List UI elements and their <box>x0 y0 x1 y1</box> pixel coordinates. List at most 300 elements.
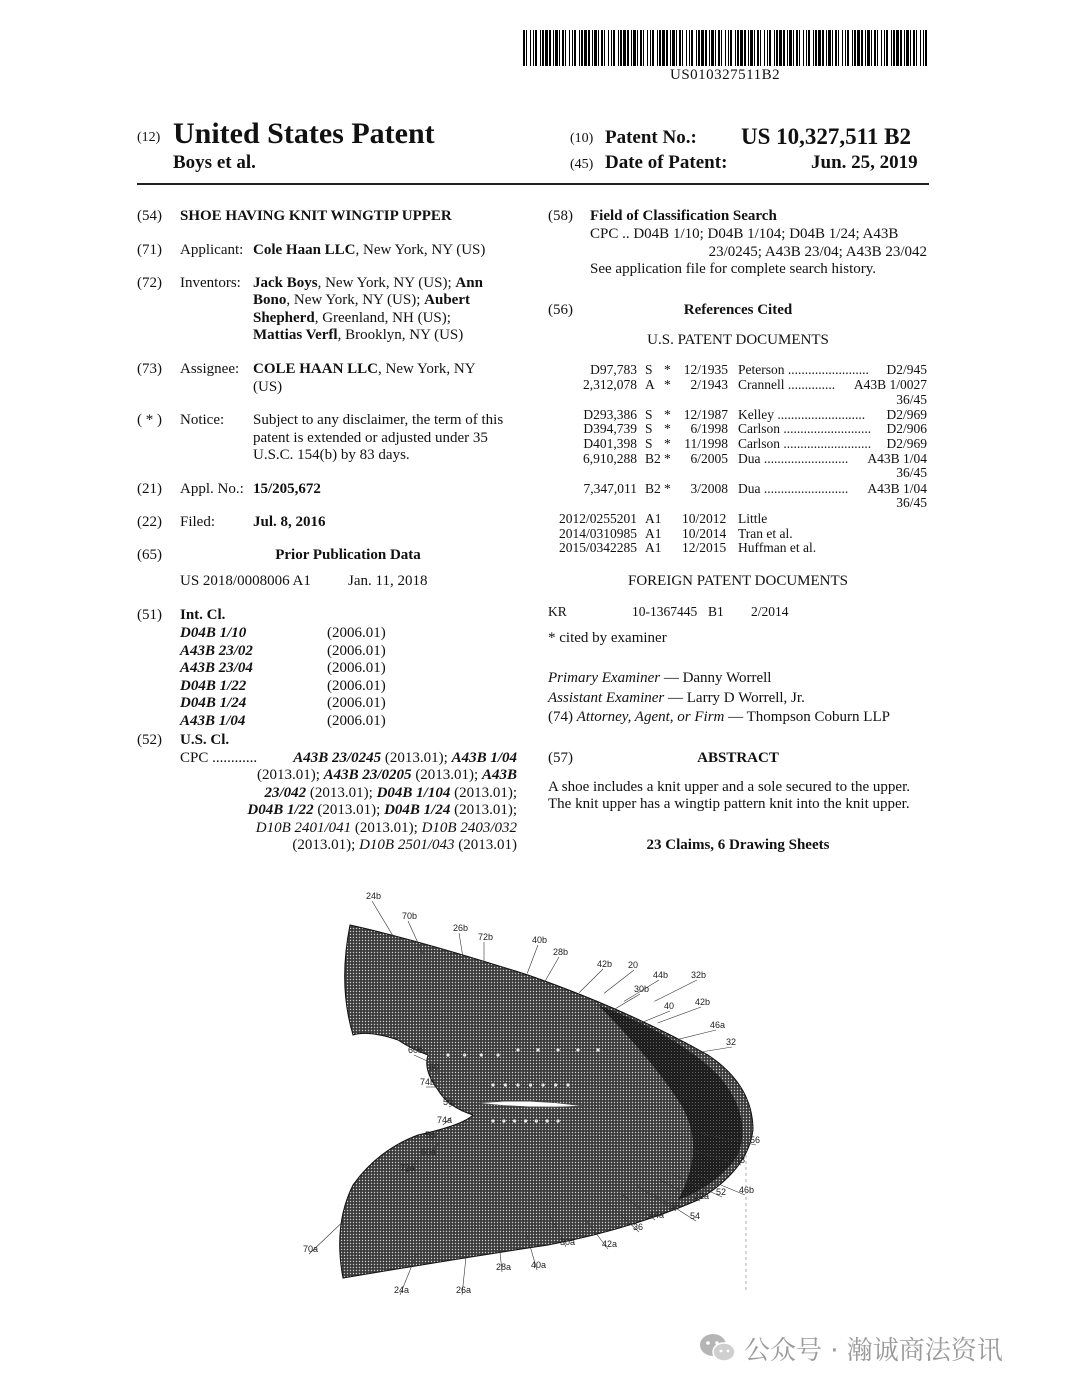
pub-name: Tran et al. <box>738 525 793 541</box>
figure-label: 38 <box>670 1201 681 1211</box>
cpc-line-2: (2013.01); A43B 23/0205 (2013.01); A43B <box>256 767 517 783</box>
code-45: (45) <box>570 157 594 172</box>
ref-date: 12/1987 <box>683 406 728 422</box>
figure-label: 28b <box>553 947 569 957</box>
barcode-bar <box>891 30 892 66</box>
barcode-bar <box>709 30 710 66</box>
leader-line <box>527 945 538 973</box>
ref-number: 6,910,288 <box>583 450 637 466</box>
int-cl-class: A43B 1/04 <box>180 712 246 729</box>
barcode-bar <box>657 30 658 66</box>
barcode-bar <box>643 30 644 66</box>
ref-star: * <box>664 450 671 466</box>
notice-line-2: patent is extended or adjusted under 35 <box>253 430 488 446</box>
barcode-bar <box>562 30 564 66</box>
eyelet-dot <box>541 1083 544 1086</box>
ref-date: 3/2008 <box>690 480 728 496</box>
figure-label: 56 <box>750 1135 761 1145</box>
assignee-line-2: (US) <box>253 379 283 395</box>
cited-by-examiner: * cited by examiner <box>548 630 667 646</box>
barcode-bar <box>832 30 833 66</box>
eyelet-dot <box>554 1083 557 1086</box>
eyelet-dot <box>504 1083 507 1086</box>
barcode-bar <box>553 30 554 66</box>
barcode-bar <box>696 30 697 66</box>
abstract-line-2: The knit upper has a wingtip pattern knit into the knit upper. <box>548 796 910 812</box>
barcode-bar <box>857 30 860 66</box>
ref-number: D97,783 <box>590 362 637 377</box>
barcode-bar <box>526 30 527 66</box>
barcode-bar <box>533 30 534 66</box>
cpc-line-3: 23/042 (2013.01); D04B 1/104 (2013.01); <box>264 785 517 801</box>
barcode-bar <box>874 30 876 66</box>
barcode-bar <box>842 30 843 66</box>
barcode-bar <box>691 30 693 66</box>
foreign-kind: B1 <box>708 604 724 619</box>
int-cl-class: A43B 23/02 <box>180 642 253 659</box>
field-search-line-3: See application file for complete search history. <box>590 261 877 277</box>
figure-label: 26b <box>453 923 469 933</box>
barcode-bar <box>535 30 537 66</box>
barcode-bar <box>847 30 849 66</box>
code-10: (10) <box>570 131 594 146</box>
barcode-bar <box>579 30 580 66</box>
figure-label: 44a <box>649 1210 665 1220</box>
barcode-bar <box>920 30 921 66</box>
ref-name: Carlson .......................... <box>738 435 872 451</box>
ref-kind: B2 <box>645 450 661 466</box>
figure-label: 72a <box>400 1163 416 1173</box>
int-cl-version: (2006.01) <box>327 712 386 729</box>
barcode-bar <box>838 30 839 66</box>
barcode-bar <box>633 30 636 66</box>
barcode-bar <box>701 30 704 66</box>
barcode-bar <box>906 30 909 66</box>
barcode-bar <box>884 30 885 66</box>
barcode-bar <box>666 30 668 66</box>
barcode-bar <box>584 30 587 66</box>
barcode-bar <box>808 30 810 66</box>
barcode-bar <box>640 30 642 66</box>
barcode-bar <box>913 30 915 66</box>
cpc-line-4: D04B 1/22 (2013.01); D04B 1/24 (2013.01); <box>247 802 517 818</box>
barcode-bar <box>750 30 753 66</box>
ref-kind: A <box>645 377 655 392</box>
us-cl-title: U.S. Cl. <box>180 732 230 748</box>
appl-no: 15/205,672 <box>253 481 321 497</box>
pub-number: 2012/0255201 <box>558 511 637 526</box>
field-search-line-2: 23/0245; A43B 23/04; A43B 23/042 <box>708 244 927 260</box>
ref-number: D394,739 <box>583 421 637 437</box>
pub-name: Huffman et al. <box>738 540 817 556</box>
figure-label: 40a <box>531 1260 547 1270</box>
ref-date: 6/1998 <box>690 421 728 437</box>
barcode-bar <box>698 30 700 66</box>
eyelet-dot <box>491 1119 494 1122</box>
barcode-bar <box>783 30 785 66</box>
leader-line <box>579 969 603 993</box>
barcode-bar <box>735 30 736 66</box>
barcode-bar <box>828 30 831 66</box>
eyelet-dot <box>502 1119 505 1122</box>
barcode-bar <box>871 30 872 66</box>
ref-kind: S <box>645 421 653 437</box>
barcode-bar <box>721 30 722 66</box>
barcode-bar <box>662 30 665 66</box>
barcode-bar <box>611 30 612 66</box>
barcode-bar <box>803 30 804 66</box>
barcode-bar <box>748 30 749 66</box>
barcode-bar <box>555 30 558 66</box>
barcode-bar <box>588 30 590 66</box>
ref-name: Crannell .............. <box>738 377 836 392</box>
barcode-bar <box>826 30 827 66</box>
cpc-line-5: D10B 2401/041 (2013.01); D10B 2403/032 <box>255 820 517 836</box>
barcode-bar <box>923 30 924 66</box>
ref-name: Dua ......................... <box>738 450 849 466</box>
code-12: (12) <box>137 130 161 145</box>
barcode-bar <box>900 30 902 66</box>
figure-label: 40b <box>532 935 548 945</box>
barcode-bar <box>592 30 593 66</box>
barcode-bar <box>754 30 755 66</box>
barcode-bar <box>711 30 714 66</box>
barcode-bar <box>877 30 878 66</box>
eyelet-dot <box>546 1119 549 1122</box>
ref-date: 6/2005 <box>690 450 728 466</box>
figure-label: 60 <box>429 1062 440 1072</box>
barcode-bar <box>715 30 716 66</box>
ref-date: 12/1935 <box>683 362 728 377</box>
barcode-bar <box>730 30 732 66</box>
barcode-bar <box>896 30 899 66</box>
figure-label: 60a <box>421 1147 437 1157</box>
figure-label: 32a <box>694 1191 710 1201</box>
barcode-bar <box>767 30 768 66</box>
pub-number: 2015/0342285 <box>558 540 637 556</box>
ref-number: D293,386 <box>583 406 637 422</box>
barcode-bar <box>549 30 551 66</box>
code-52: (52) <box>137 732 162 748</box>
inventors-label: Inventors: <box>180 275 241 291</box>
pub-kind: A1 <box>645 540 662 556</box>
abstract-line-1: A shoe includes a knit upper and a sole secured to the upper. <box>548 779 910 795</box>
ref-name: Carlson .......................... <box>738 421 872 437</box>
barcode-bar <box>835 30 837 66</box>
patent-no-label: Patent No.: <box>605 127 697 148</box>
foreign-number: 10-1367445 <box>632 604 698 619</box>
barcode-bar <box>581 30 583 66</box>
pub-date: 12/2015 <box>682 540 727 556</box>
abstract-title: ABSTRACT <box>697 750 779 766</box>
us-docs-title: U.S. PATENT DOCUMENTS <box>647 332 829 348</box>
leader-line <box>654 980 697 1001</box>
ref-star: * <box>664 406 671 422</box>
code-57: (57) <box>548 750 573 766</box>
figure-label: 24b <box>366 891 382 901</box>
eyelet-dot <box>596 1048 599 1051</box>
leader-line <box>604 970 634 993</box>
ref-class: D2/969 <box>886 435 927 451</box>
ref-date: 11/1998 <box>684 435 728 451</box>
barcode-bar <box>601 30 603 66</box>
applicant: Cole Haan LLC, New York, NY (US) <box>253 242 486 258</box>
figure-label: 32 <box>726 1037 737 1047</box>
code-72: (72) <box>137 275 162 291</box>
barcode-bar <box>925 30 927 66</box>
barcode-bar <box>631 30 632 66</box>
barcode-bar <box>881 30 882 66</box>
inventors-line-3: Shepherd, Greenland, NH (US); <box>253 310 451 326</box>
ref-number: D401,398 <box>583 435 637 451</box>
eyelet-dot <box>536 1048 539 1051</box>
int-cl-title: Int. Cl. <box>180 607 226 623</box>
notice-line-1: Subject to any disclaimer, the term of this <box>253 412 504 428</box>
code-56: (56) <box>548 302 573 318</box>
eyelet-dot <box>463 1053 466 1056</box>
pub-kind: A1 <box>645 511 662 526</box>
ref-number: 7,347,011 <box>583 480 637 496</box>
int-cl-version: (2006.01) <box>327 695 386 711</box>
figure-label: 58 <box>425 1130 436 1140</box>
date-label: Date of Patent: <box>605 152 728 173</box>
notice-line-3: U.S.C. 154(b) by 83 days. <box>253 447 410 463</box>
figure-label: 52 <box>716 1187 727 1197</box>
cpc-line-1-right: A43B 23/0245 (2013.01); A43B 1/04 <box>293 750 517 766</box>
attorney: (74) Attorney, Agent, or Firm — Thompson Coburn LLP <box>548 709 890 725</box>
notice-label: Notice: <box>180 412 225 428</box>
ref-star: * <box>664 435 671 451</box>
barcode-bar <box>737 30 739 66</box>
ref-name: Kelley .......................... <box>738 406 866 422</box>
eyelet-dot <box>529 1083 532 1086</box>
cpc-line-6: (2013.01); D10B 2501/043 (2013.01) <box>292 837 517 853</box>
eyelet-dot <box>516 1048 519 1051</box>
ref-class: A43B 1/04 <box>867 480 927 496</box>
figure-label: 44b <box>653 970 669 980</box>
barcode <box>523 30 927 66</box>
barcode-bar <box>813 30 814 66</box>
ref-star: * <box>664 480 671 496</box>
barcode-bar <box>796 30 798 66</box>
eyelet-dot <box>556 1119 559 1122</box>
pub-date: 10/2012 <box>682 511 727 526</box>
prior-pub-date: Jan. 11, 2018 <box>348 573 428 589</box>
barcode-bar <box>769 30 771 66</box>
patent-number: US 10,327,511 B2 <box>741 124 911 149</box>
ref-class: A43B 1/04 <box>867 450 927 466</box>
barcode-bar <box>793 30 794 66</box>
pub-date: 10/2014 <box>682 525 727 541</box>
code-54: (54) <box>137 208 162 224</box>
barcode-bar <box>676 30 677 66</box>
shoe-knit-upper-drawing <box>298 885 768 1295</box>
figure-label: 50 <box>443 1097 454 1107</box>
barcode-bar <box>650 30 651 66</box>
barcode-bar <box>598 30 599 66</box>
barcode-bar <box>565 30 566 66</box>
figure-label: 60b <box>408 1045 424 1055</box>
barcode-bar <box>854 30 856 66</box>
ref-star: * <box>664 377 671 392</box>
barcode-bar <box>604 30 605 66</box>
barcode-bar <box>672 30 675 66</box>
figure-label: 32b <box>691 970 707 980</box>
barcode-bar <box>705 30 707 66</box>
eyelet-dot <box>576 1048 579 1051</box>
figure-label: 30b <box>634 984 650 994</box>
barcode-bar <box>916 30 917 66</box>
primary-examiner: Primary Examiner — Danny Worrell <box>548 670 772 686</box>
figure-label: 26a <box>456 1285 472 1295</box>
code-58: (58) <box>548 208 573 224</box>
authors: Boys et al. <box>173 152 256 173</box>
barcode-bar <box>659 30 661 66</box>
barcode-bar <box>818 30 821 66</box>
ref-class: A43B 1/0027 <box>853 377 927 392</box>
eyelet-dot <box>524 1119 527 1122</box>
int-cl-version: (2006.01) <box>327 642 386 659</box>
figure-label: 28a <box>496 1262 512 1272</box>
ref-star: * <box>664 362 671 377</box>
barcode-bar <box>852 30 853 66</box>
eyelet-dot <box>516 1083 519 1086</box>
figure-label: 42a <box>602 1239 618 1249</box>
barcode-bar <box>594 30 597 66</box>
ref-class-cont: 36/45 <box>896 391 927 407</box>
code-22: (22) <box>137 514 162 530</box>
figure-label: 48 <box>735 1155 746 1165</box>
barcode-bar <box>569 30 570 66</box>
refs-cited-title: References Cited <box>683 302 793 318</box>
barcode-bar <box>799 30 800 66</box>
figure-label: 46a <box>710 1020 726 1030</box>
prior-pub-number: US 2018/0008006 A1 <box>180 573 311 589</box>
barcode-bar <box>572 30 573 66</box>
claims-sheets: 23 Claims, 6 Drawing Sheets <box>646 837 830 853</box>
ref-class: D2/906 <box>886 421 927 437</box>
ref-class-cont: 36/45 <box>896 495 927 511</box>
code-51: (51) <box>137 607 162 623</box>
ref-number: 2,312,078 <box>583 377 637 392</box>
ref-name: Peterson ........................ <box>738 362 869 377</box>
doc-type-title: United States Patent <box>173 117 435 150</box>
barcode-bar <box>740 30 743 66</box>
figure-label: 54 <box>690 1211 701 1221</box>
barcode-bar <box>728 30 729 66</box>
barcode-bar <box>627 30 629 66</box>
barcode-bar <box>865 30 866 66</box>
barcode-bar <box>789 30 792 66</box>
barcode-bar <box>779 30 782 66</box>
int-cl-class: D04B 1/22 <box>180 677 247 694</box>
int-cl-version: (2006.01) <box>327 660 386 676</box>
eyelet-dot <box>566 1083 569 1086</box>
figure-label: 70a <box>303 1244 319 1254</box>
leader-line <box>633 1011 670 1026</box>
pub-kind: A1 <box>645 525 662 541</box>
pub-name: Little <box>738 511 768 526</box>
barcode-bar <box>910 30 911 66</box>
ref-name: Dua ......................... <box>738 480 849 496</box>
barcode-bar <box>623 30 626 66</box>
figure-label: 42b <box>695 997 711 1007</box>
barcode-bar <box>542 30 544 66</box>
figure-label: 40 <box>664 1001 675 1011</box>
eyelet-dot <box>491 1083 494 1086</box>
barcode-bar <box>718 30 720 66</box>
barcode-bar <box>652 30 654 66</box>
code-65: (65) <box>137 547 162 563</box>
barcode-bar <box>867 30 870 66</box>
figure-label: 72b <box>478 932 494 942</box>
barcode-bar <box>764 30 765 66</box>
eyelet-dot <box>496 1053 499 1056</box>
ref-kind: S <box>645 435 653 451</box>
eyelet-dot <box>535 1119 538 1122</box>
barcode-bar <box>686 30 687 66</box>
barcode-bar <box>845 30 846 66</box>
field-search-line-1: CPC .. D04B 1/10; D04B 1/104; D04B 1/24; A43B <box>590 226 899 242</box>
figure-label: 74b <box>420 1077 436 1087</box>
foreign-date: 2/2014 <box>751 604 789 619</box>
inventors-line-4: Mattias Verfl, Brooklyn, NY (US) <box>253 327 464 343</box>
barcode-bar <box>757 30 759 66</box>
field-search-title: Field of Classification Search <box>590 208 777 224</box>
filed-date: Jul. 8, 2016 <box>253 514 326 530</box>
wechat-icon <box>698 1332 738 1364</box>
leader-line <box>609 994 640 1013</box>
ref-class: D2/945 <box>886 362 927 377</box>
figure-label: 74a <box>437 1115 453 1125</box>
cpc-line-1: CPC ............ <box>180 750 258 766</box>
assignee-label: Assignee: <box>180 361 240 377</box>
notice-code: ( * ) <box>137 412 162 428</box>
ref-star: * <box>664 421 671 437</box>
eyelet-dot <box>513 1119 516 1122</box>
barcode-bar <box>904 30 905 66</box>
figure-label: 46b <box>739 1185 755 1195</box>
ref-class-cont: 36/45 <box>896 465 927 481</box>
header-rule <box>137 183 929 185</box>
foreign-country: KR <box>548 604 567 619</box>
pub-number: 2014/0310985 <box>558 525 637 541</box>
int-cl-class: D04B 1/24 <box>180 695 247 711</box>
figure-label: 20 <box>628 960 639 970</box>
barcode-bar <box>530 30 531 66</box>
barcode-bar <box>774 30 775 66</box>
watermark-text: 公众号 · 瀚诚商法资讯 <box>744 1336 1003 1366</box>
assignee: COLE HAAN LLC, New York, NY <box>253 361 476 377</box>
ref-class: D2/969 <box>886 406 927 422</box>
barcode-bar <box>608 30 609 66</box>
barcode-bar <box>574 30 576 66</box>
int-cl-version: (2006.01) <box>327 625 386 641</box>
barcode-bar <box>689 30 690 66</box>
barcode-bar <box>679 30 681 66</box>
barcode-bar <box>787 30 788 66</box>
int-cl-class: A43B 23/04 <box>180 660 253 676</box>
figure-label: 36 <box>633 1222 644 1232</box>
barcode-bar <box>647 30 648 66</box>
figure-label: 70b <box>402 911 418 921</box>
barcode-bar <box>559 30 560 66</box>
barcode-bar <box>886 30 888 66</box>
barcode-bar <box>618 30 619 66</box>
ref-date: 2/1943 <box>690 377 728 392</box>
code-73: (73) <box>137 361 162 377</box>
barcode-bar <box>760 30 761 66</box>
